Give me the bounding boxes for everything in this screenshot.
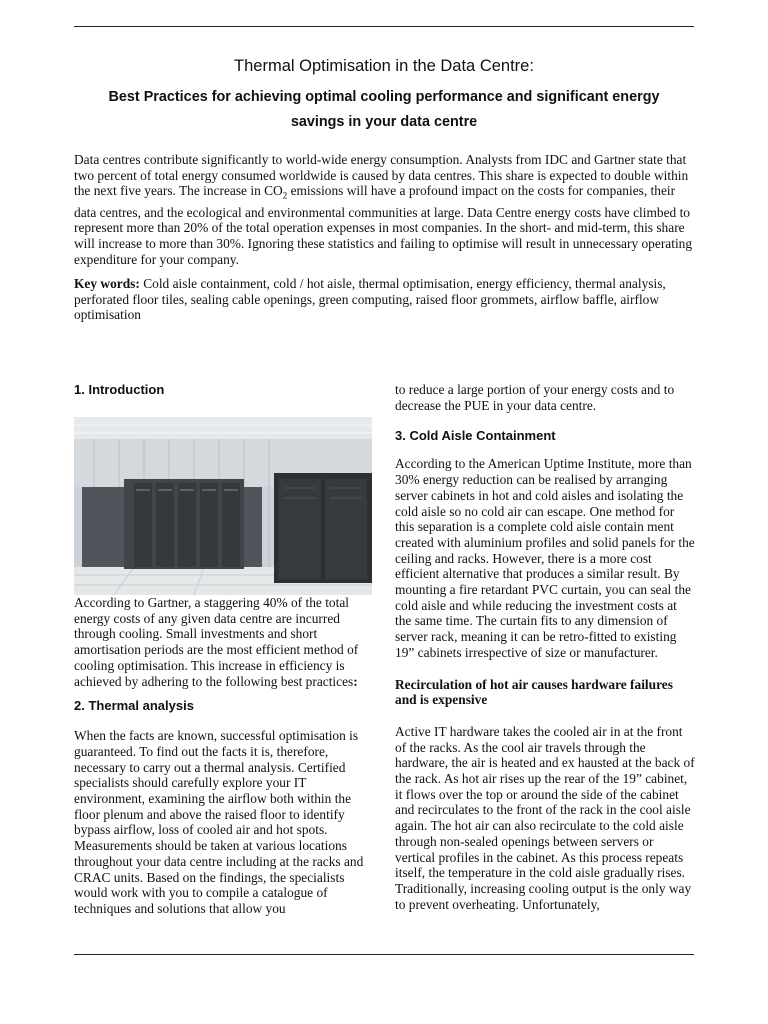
section-heading-introduction: 1. Introduction bbox=[74, 382, 165, 397]
continued-text: to reduce a large portion of your energy costs and to decrease the PUE in your data centre. bbox=[395, 382, 675, 413]
cold-aisle-text: According to the American Uptime Institute, more than 30% energy reduction can be realised by arranging server cabinets in hot and cold aisles and isolating the cold aisle so no cold air can escape. One method for this separation is a complete cold aisle contain ment created with aluminium profiles and solid panels for the ceiling and racks. However, there is a more cost efficient alternative that produces a similar result. By mounting a fire retardant PVC curtain, you can seal the cold aisle and while reducing the investment costs at the same time. The curtain fits to any dimension of server rack, meaning it can be retro-fitted to existing 19” cabinets irrespective of size or manufacturer. bbox=[395, 456, 695, 660]
abstract-text-part1: Data centres contribute significantly to world-wide energy consumption. Analysts from IDC and Gartner state that two percent of total energy consumed worldwide is caused by data centres. This share is expected to double within the next five years. The increase in CO bbox=[74, 152, 689, 199]
section-heading-thermal-analysis: 2. Thermal analysis bbox=[74, 698, 194, 714]
title-text: Thermal Optimisation in the Data Centre bbox=[234, 57, 530, 75]
introduction-text bbox=[74, 595, 374, 689]
title-colon: : bbox=[529, 57, 534, 75]
abstract-text-part2: emissions will have a profound impact on the costs for companies, their data centres, and the ecological and environmental communities at large. Data Centre energy costs have climbed to represent more than 20% of the total operation expenses in most companies. In the short- and mid-term, this share will increase to more than 30%. Ignoring these statistics and failing to optimise will result in unnecessary operating expenditure for your company. bbox=[74, 183, 693, 267]
co2-subscript: 2 bbox=[282, 191, 288, 202]
data-centre-photo bbox=[74, 417, 372, 595]
section-heading-cold-aisle: 3. Cold Aisle Containment bbox=[395, 428, 556, 444]
thermal-analysis-text: When the facts are known, successful optimisation is guaranteed. To find out the facts it is, therefore, necessary to carry out a thermal analysis. Certified specialists should carefully explore your IT environment, examining the airflow both within the floor plenum and above the raised floor to identify bypass airflow, loss of cooled air and hot spots. Measurements should be taken at various locations throughout your data centre including at the racks and CRAC units. Based on the findings, the specialists would work with you to compile a catalogue of techniques and solutions that allow you bbox=[74, 728, 364, 916]
right-column bbox=[395, 382, 695, 912]
introduction-colon: : bbox=[353, 673, 358, 689]
keywords-text: Cold aisle containment, cold / hot aisle, thermal optimisation, energy efficiency, thermal analysis, perforated floor tiles, sealing cable openings, green computing, raised floor grommets, airflow baffle, airflow optimisation bbox=[74, 276, 666, 323]
introduction-body: According to Gartner, a staggering 40% of the total energy costs of any given data centre are incurred through cooling. Small investments and short amortisation periods are the most efficient method of cooling optimisation. This increase in efficiency is achieved by adhering to the following best practices bbox=[74, 595, 359, 689]
page-subtitle: Best Practices for achieving optimal cooling performance and significant energy savings in your data centre bbox=[108, 89, 660, 130]
top-rule bbox=[74, 26, 694, 27]
recirculation-text: Active IT hardware takes the cooled air in at the front of the racks. As the cool air travels through the hardware, the air is heated and ex hausted at the back of the rack. As hot air rises up the rear of the 19” cabinet, it flows over the top or around the side of the cabinet and recirculates to the front of the rack in the cool aisle again. The hot air can also recirculate to the cold aisle through non-sealed openings between servers or vertical profiles in the cabinet. As this process repeats itself, the temperature in the cold aisle gradually rises. Traditionally, increasing cooling output is the only way to prevent overheating. Unfortunately, bbox=[395, 723, 695, 912]
left-column bbox=[74, 381, 374, 917]
keywords-paragraph bbox=[74, 276, 694, 323]
page-title bbox=[0, 57, 768, 76]
abstract-paragraph bbox=[74, 152, 694, 268]
keywords-label: Key words: bbox=[74, 276, 140, 291]
recirculation-heading: Recirculation of hot air causes hardware failures and is expensive bbox=[395, 676, 673, 708]
bottom-rule bbox=[74, 954, 694, 955]
